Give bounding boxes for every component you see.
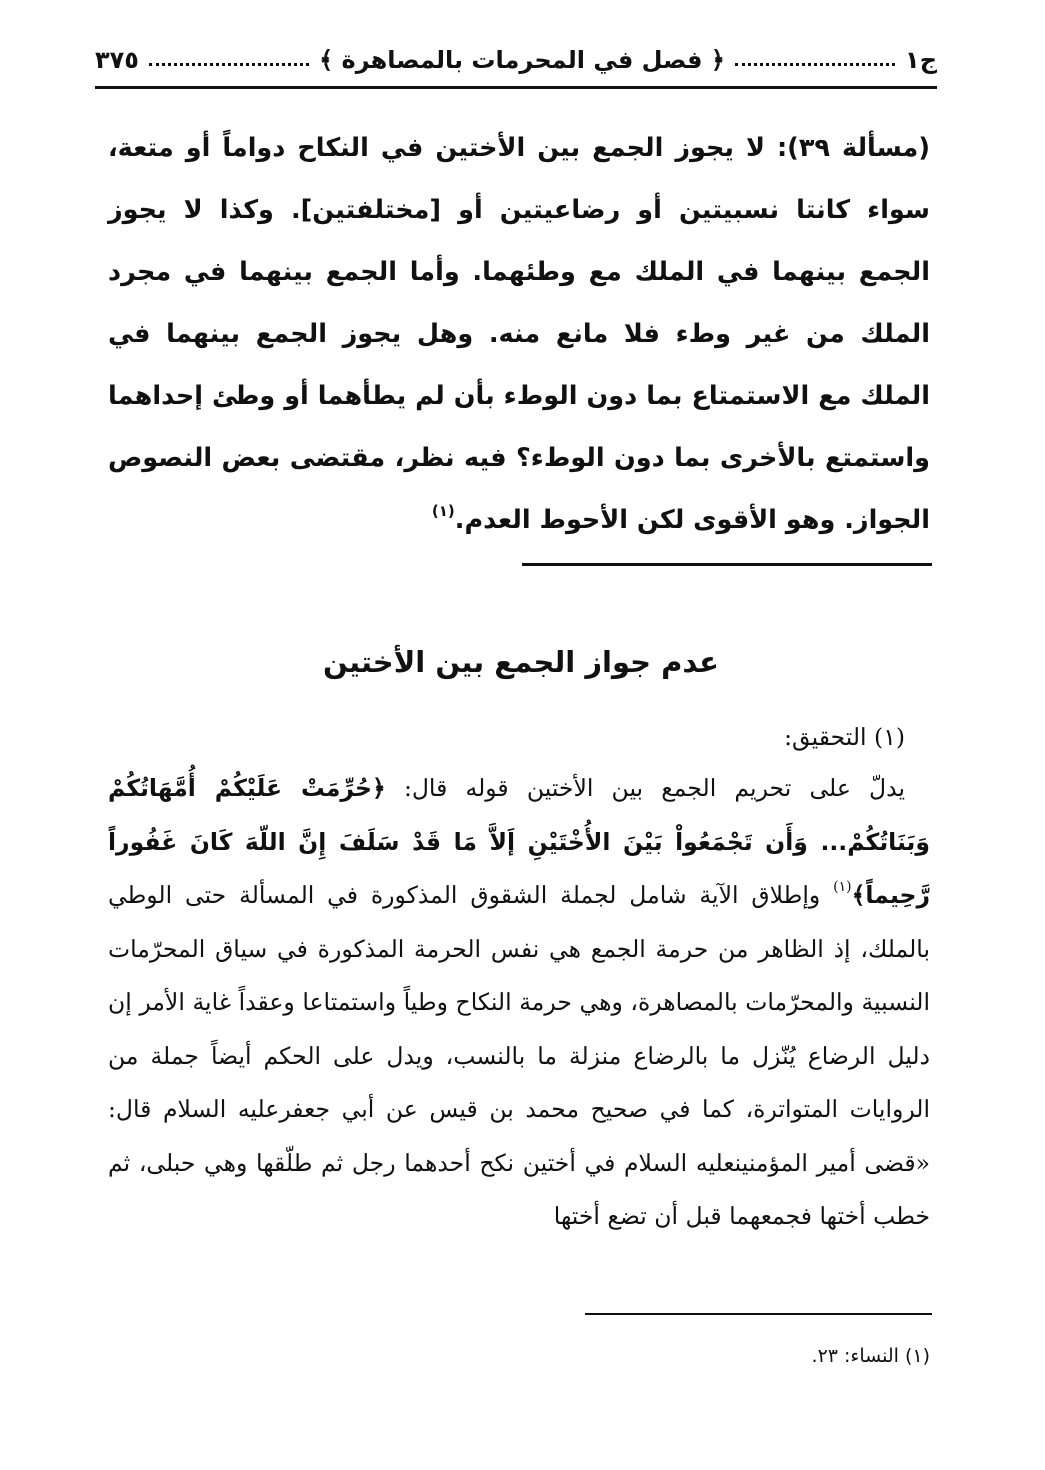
section-heading: عدم جواز الجمع بين الأختين [323,645,719,679]
commentary-rest: وإطلاق الآية شامل لجملة الشقوق المذكورة في المسألة حتى الوطي بالملك، إذ الظاهر من حرمة الجمع هي نفس الحرمة المذكورة في سياق المحرّمات النسبية والمحرّمات بالمصاهرة، وهي حرمة النكاح وطياً واستمتاعا وعقداً غاية الأمر إن دليل الرضاع يُنّزل ما بالرضاع منزلة ما بالنسب، ويدل على الحكم أيضاً جملة من الروايات المتواترة، كما في صحيح محمد بن قيس عن أبي جعفرعليه السلام قال: «قضى أمير المؤمنينعليه السلام في أختين نكح أحدهما رجل ثم طلّقها وهي حبلى، ثم خطب أختها فجمعهما قبل أن تضع أختها [108,881,930,1230]
verse-footnote-ref: (١) [833,879,852,895]
running-header [95,40,937,80]
separator-rule [522,563,932,566]
issue-text: (مسألة ٣٩): لا يجوز الجمع بين الأختين في النكاح دواماً أو متعة، سواء كانتا نسبيتين أو رضاعيتين أو [مختلفتين]. وكذا لا يجوز الجمع بينهما في الملك مع وطئهما. وأما الجمع بينهما في مجرد الملك من غير وطء فلا مانع منه. وهل يجوز الجمع بينهما في الملك مع الاستمتاع بما دون الوطء بأن لم يطأهما أو وطئ إحداهما واستمتع بالأخرى بما دون الوطء؟ فيه نظر، مقتضى بعض النصوص الجواز. وهو الأقوى لكن الأحوط العدم. [108,133,930,535]
commentary-body [108,762,930,1244]
header-dots-right [735,63,895,66]
quran-verse: ﴿حُرِّمَتْ عَلَيْكُمْ أُمَّهَاتُكُمْ وَبَنَاتُكُمْ... وَأَن تَجْمَعُواْ بَيْنَ الأُخْتَيْنِ إَلاَّ مَا قَدْ سَلَفَ إِنَّ اللّهَ كَانَ غَفُوراً رَّحِيماً﴾ [108,774,930,909]
header-dots-left [149,63,309,66]
volume-label: ج١ [905,46,937,74]
commentary-intro: يدلّ على تحريم الجمع بين الأختين قوله قال: [385,774,905,802]
commentary [108,712,930,1244]
page-number: ٣٧٥ [95,46,139,74]
issue-footnote-ref: (١) [431,502,455,520]
header-rule [95,86,937,89]
footnote: (١) النساء: ٢٣. [811,1345,930,1367]
footnote-rule [585,1313,932,1315]
chapter-title: ﴿ فصل في المحرمات بالمصاهرة ﴾ [319,46,725,74]
issue-paragraph [108,117,930,551]
commentary-label: (١) التحقيق: [784,723,905,751]
